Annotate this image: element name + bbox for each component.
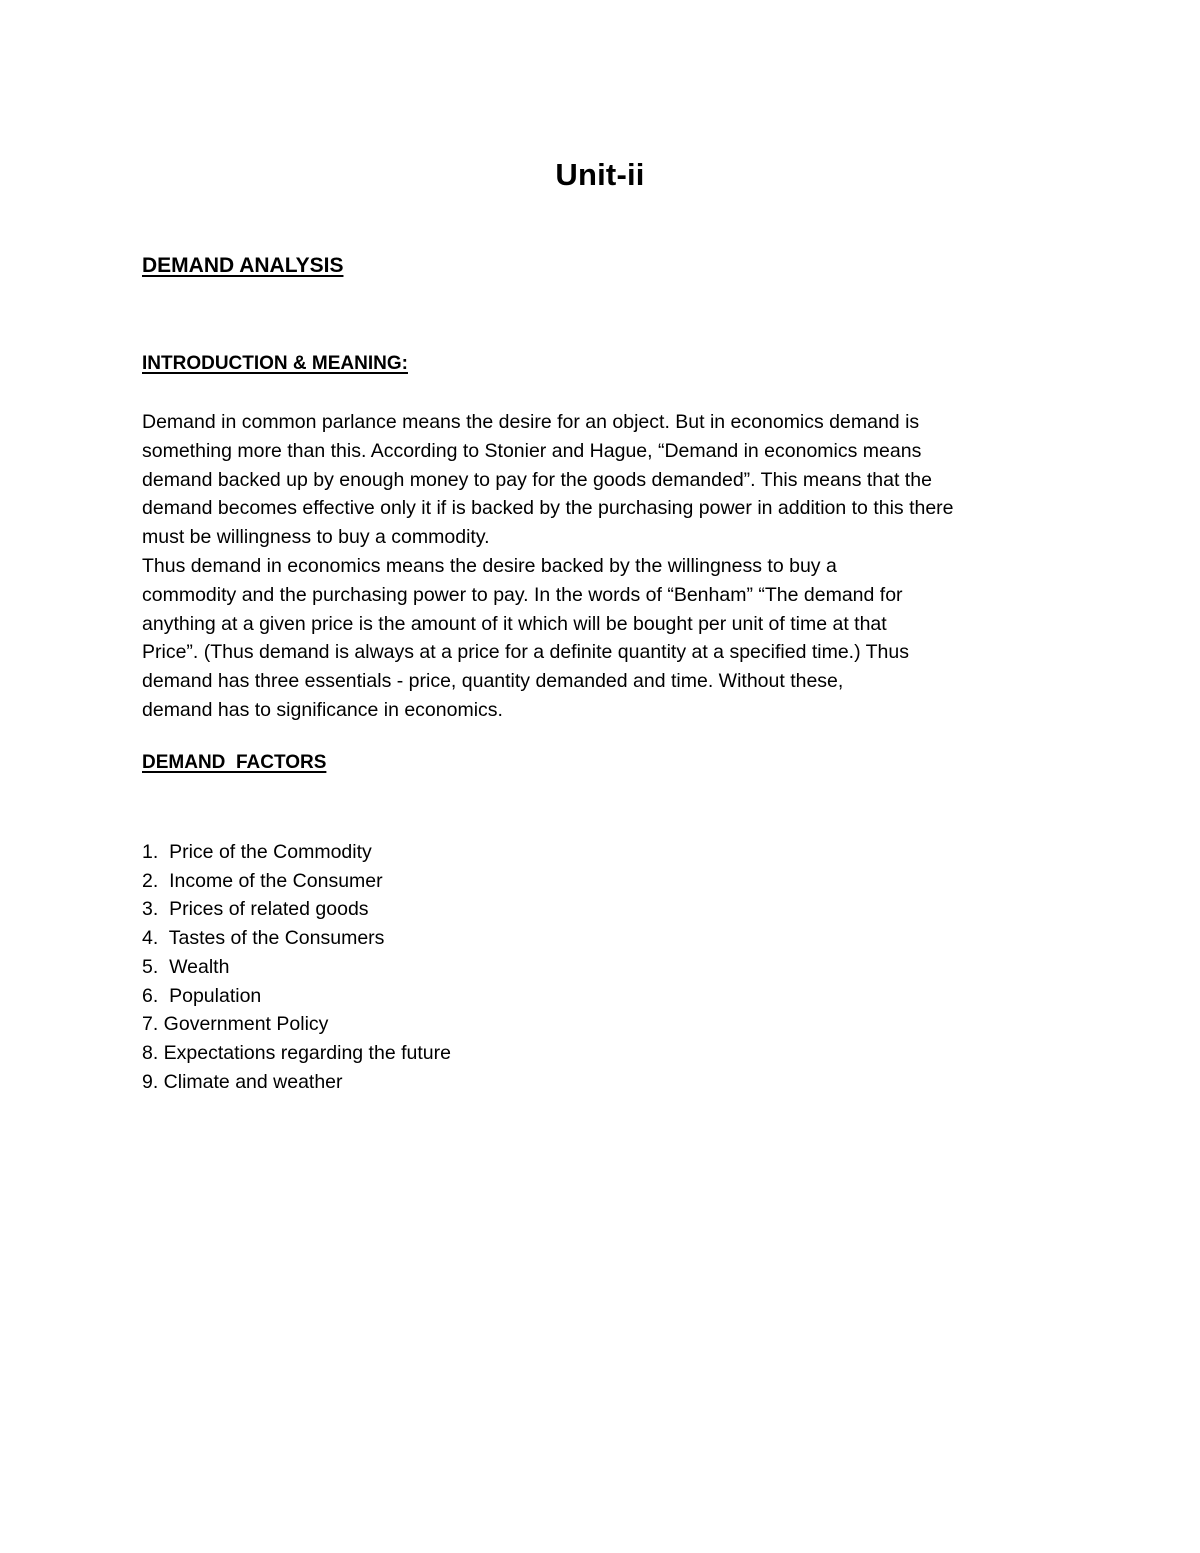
- introduction-paragraph: [142, 408, 1062, 725]
- section-heading-introduction: INTRODUCTION & MEANING:: [142, 353, 408, 374]
- list-item: 2. Income of the Consumer: [142, 869, 383, 892]
- list-item: 4. Tastes of the Consumers: [142, 927, 385, 950]
- list-item: 1. Price of the Commodity: [142, 841, 372, 863]
- list-item: 9. Climate and weather: [142, 1070, 343, 1093]
- list-item: 3. Prices of related goods: [142, 898, 369, 921]
- list-item: 5. Wealth: [142, 955, 230, 978]
- paragraph-line: Thus demand in economics means the desire backed by the willingness to buy a: [142, 554, 837, 577]
- paragraph-line: Demand in common parlance means the desire for an object. But in economics demand is: [142, 411, 920, 433]
- paragraph-line: something more than this. According to Stonier and Hague, “Demand in economics means: [142, 439, 922, 462]
- paragraph-line: anything at a given price is the amount of it which will be bought per unit of time at that: [142, 612, 887, 635]
- paragraph-line: demand has three essentials - price, quantity demanded and time. Without these,: [142, 670, 844, 693]
- paragraph-line: must be willingness to buy a commodity.: [142, 526, 490, 549]
- paragraph-line: demand has to significance in economics.: [142, 698, 503, 721]
- paragraph-line: commodity and the purchasing power to pay. In the words of “Benham” “The demand for: [142, 583, 903, 606]
- paragraph-line: demand becomes effective only it if is backed by the purchasing power in addition to this there: [142, 497, 954, 520]
- page-title: Unit-ii: [555, 157, 645, 192]
- paragraph-line: Price”. (Thus demand is always at a price for a definite quantity at a specified time.) Thus: [142, 641, 909, 664]
- section-heading-demand-factors: DEMAND FACTORS: [142, 752, 327, 773]
- list-item: 7. Government Policy: [142, 1013, 329, 1036]
- list-item: 6. Population: [142, 984, 262, 1007]
- paragraph-line: demand backed up by enough money to pay for the goods demanded”. This means that the: [142, 468, 932, 491]
- demand-factors-list: [142, 838, 451, 1096]
- list-item: 8. Expectations regarding the future: [142, 1041, 451, 1064]
- section-heading-demand-analysis: DEMAND ANALYSIS: [142, 254, 344, 277]
